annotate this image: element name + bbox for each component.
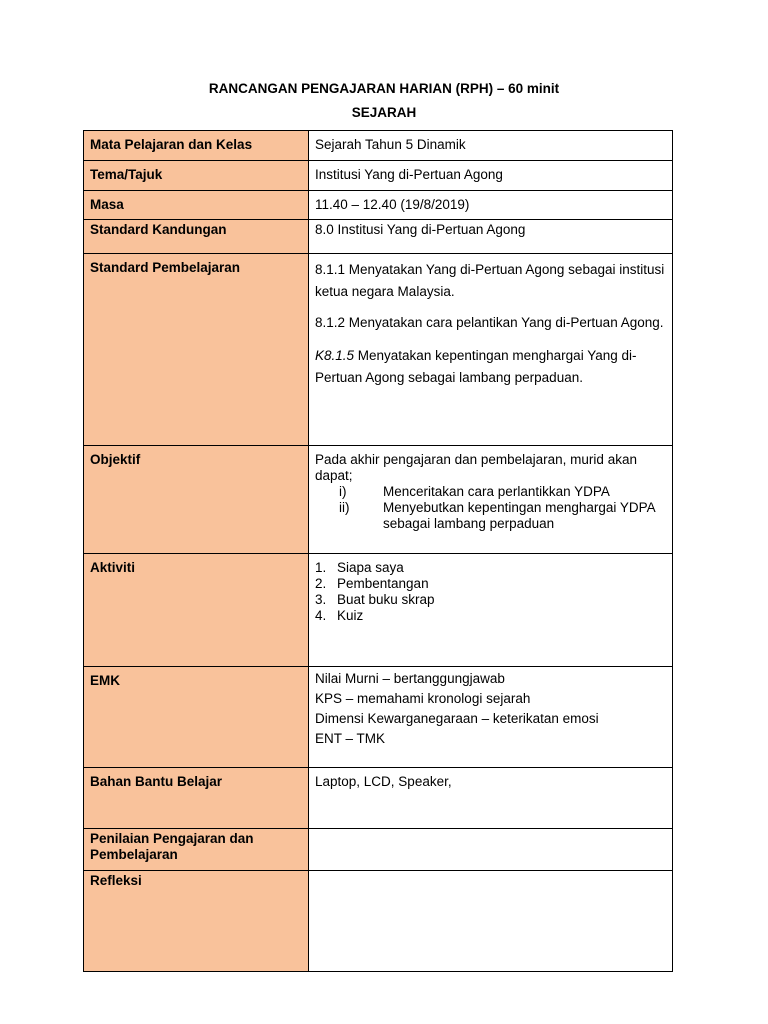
aktiviti-item-number: 1.: [315, 560, 327, 575]
objektif-item-number: i): [339, 484, 347, 499]
aktiviti-item-text: Pembentangan: [337, 576, 429, 591]
aktiviti-item: [315, 592, 666, 608]
objektif-item-text: Menceritakan cara perlantikkan YDPA: [383, 484, 610, 499]
row-bahan: [84, 768, 673, 829]
aktiviti-item-number: 4.: [315, 608, 327, 623]
document-subject: SEJARAH: [351, 105, 417, 120]
objektif-item-text: Menyebutkan kepentingan menghargai YDPA sebagai lambang perpaduan: [383, 500, 655, 531]
label-refleksi: Refleksi: [84, 871, 309, 972]
value-emk: [309, 667, 673, 768]
value-refleksi: [309, 871, 673, 972]
value-objektif: [309, 446, 673, 554]
label-mata-pelajaran: Mata Pelajaran dan Kelas: [84, 131, 309, 161]
row-penilaian: [84, 829, 673, 871]
emk-line: Dimensi Kewarganegaraan – keterikatan emosi: [315, 711, 599, 726]
value-standard-pembelajaran: [309, 254, 673, 446]
label-bahan: Bahan Bantu Belajar: [84, 768, 309, 829]
value-bahan: Laptop, LCD, Speaker,: [309, 768, 673, 829]
sp-k815-line2: Pertuan Agong sebagai lambang perpaduan.: [315, 370, 583, 385]
label-tema: Tema/Tajuk: [84, 161, 309, 191]
label-objektif: Objektif: [84, 446, 309, 554]
label-masa: Masa: [84, 191, 309, 220]
aktiviti-item: [315, 608, 666, 624]
row-standard-kandungan: [84, 220, 673, 254]
value-tema: Institusi Yang di-Pertuan Agong: [309, 161, 673, 191]
document-title: RANCANGAN PENGAJARAN HARIAN (RPH) – 60 minit: [208, 81, 560, 96]
objektif-intro: Pada akhir pengajaran dan pembelajaran, murid akan dapat;: [315, 452, 637, 483]
objektif-item: [339, 484, 666, 500]
label-penilaian: Penilaian Pengajaran dan Pembelajaran: [84, 829, 309, 871]
sp-k815-text: Menyatakan kepentingan menghargai Yang di-: [354, 348, 637, 363]
lesson-plan-table: [83, 130, 673, 972]
aktiviti-item-text: Kuiz: [337, 608, 364, 623]
aktiviti-item-text: Siapa saya: [337, 560, 404, 575]
aktiviti-item-number: 2.: [315, 576, 327, 591]
row-standard-pembelajaran: [84, 254, 673, 446]
emk-line: ENT – TMK: [315, 731, 386, 746]
label-emk: EMK: [84, 667, 309, 768]
aktiviti-item: [315, 576, 666, 592]
value-standard-kandungan: 8.0 Institusi Yang di-Pertuan Agong: [309, 220, 673, 254]
value-mata-pelajaran: Sejarah Tahun 5 Dinamik: [309, 131, 673, 161]
row-mata-pelajaran: [84, 131, 673, 161]
aktiviti-item-number: 3.: [315, 592, 327, 607]
sp-812: 8.1.2 Menyatakan cara pelantikan Yang di-Pertuan Agong.: [315, 315, 664, 330]
objektif-item: [339, 500, 666, 532]
row-refleksi: [84, 871, 673, 972]
value-penilaian: [309, 829, 673, 871]
emk-line: Nilai Murni – bertanggungjawab: [315, 671, 505, 686]
label-aktiviti: Aktiviti: [84, 554, 309, 667]
row-aktiviti: [84, 554, 673, 667]
sp-k815-code: K8.1.5: [315, 348, 355, 363]
value-masa: 11.40 – 12.40 (19/8/2019): [309, 191, 673, 220]
sp-811-line1: 8.1.1 Menyatakan Yang di-Pertuan Agong sebagai institusi: [315, 262, 665, 277]
label-standard-pembelajaran: Standard Pembelajaran: [84, 254, 309, 446]
label-standard-kandungan: Standard Kandungan: [84, 220, 309, 254]
aktiviti-item: [315, 560, 666, 576]
aktiviti-item-text: Buat buku skrap: [337, 592, 435, 607]
value-aktiviti: [309, 554, 673, 667]
row-emk: [84, 667, 673, 768]
row-masa: [84, 191, 673, 220]
emk-line: KPS – memahami kronologi sejarah: [315, 691, 531, 706]
objektif-item-number: ii): [339, 500, 350, 515]
row-tema: [84, 161, 673, 191]
row-objektif: [84, 446, 673, 554]
sp-811-line2: ketua negara Malaysia.: [315, 284, 455, 299]
